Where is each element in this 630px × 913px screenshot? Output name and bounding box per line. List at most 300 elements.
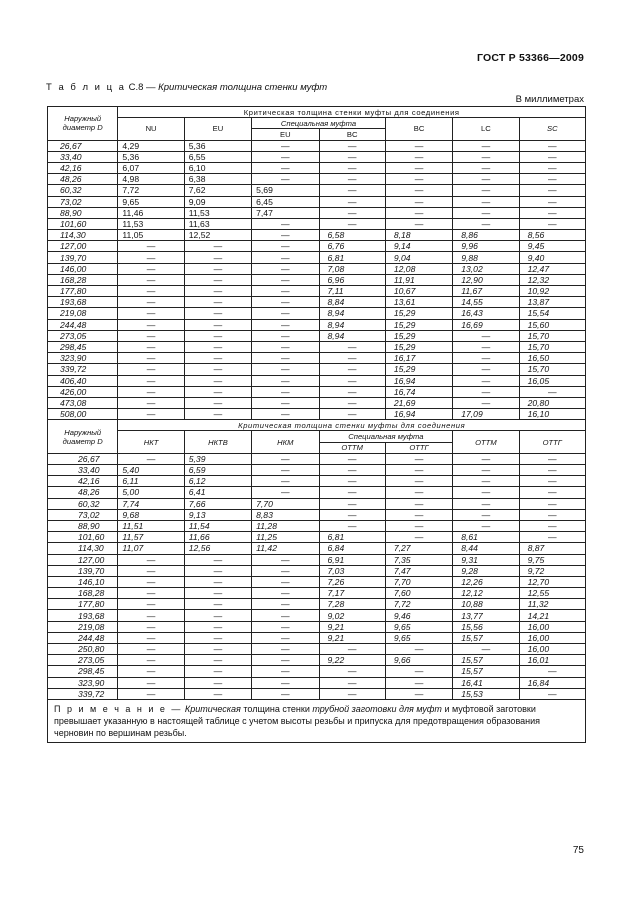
table2-value-cell: — bbox=[252, 688, 319, 699]
table1-value-cell: 16,10 bbox=[519, 409, 585, 420]
table1-diameter-cell: 127,00 bbox=[48, 241, 118, 252]
table2-value-cell: — bbox=[519, 666, 585, 677]
table1-value-cell: 6,07 bbox=[118, 162, 184, 173]
table2-value-cell: — bbox=[252, 588, 319, 599]
table1-value-cell: 16,05 bbox=[519, 375, 585, 386]
table2-value-cell: 10,88 bbox=[453, 599, 519, 610]
table1-value-cell: — bbox=[519, 196, 585, 207]
table2-col-header: ОТТМ bbox=[319, 442, 385, 453]
document-code: ГОСТ Р 53366—2009 bbox=[476, 52, 584, 64]
table1-row bbox=[48, 196, 586, 207]
table1-diameter-cell: 114,30 bbox=[48, 230, 118, 241]
table1-value-cell: — bbox=[118, 274, 184, 285]
table1-diameter-cell: 273,05 bbox=[48, 330, 118, 341]
table1-value-cell: 12,47 bbox=[519, 263, 585, 274]
table2-value-cell: 11,07 bbox=[118, 543, 184, 554]
table1-row bbox=[48, 218, 586, 229]
table2-value-cell: — bbox=[453, 644, 519, 655]
table1-diameter-cell: 406,40 bbox=[48, 375, 118, 386]
table1-value-cell: — bbox=[118, 297, 184, 308]
table1-diameter-header: Наружный диаметр D bbox=[48, 107, 118, 141]
table2-diameter-cell: 146,10 bbox=[48, 576, 118, 587]
table1-value-cell: — bbox=[184, 286, 251, 297]
table1-value-cell: 8,94 bbox=[319, 319, 385, 330]
table2-value-cell: — bbox=[385, 476, 452, 487]
table1-value-cell: 4,29 bbox=[118, 140, 184, 151]
table2-value-cell: — bbox=[319, 465, 385, 476]
table2-row bbox=[48, 666, 586, 677]
table1-value-cell: 13,87 bbox=[519, 297, 585, 308]
table2-row bbox=[48, 588, 586, 599]
table2-row bbox=[48, 465, 586, 476]
table2-value-cell: — bbox=[319, 688, 385, 699]
table2-value-cell: 6,59 bbox=[184, 465, 251, 476]
table1-diameter-cell: 88,90 bbox=[48, 207, 118, 218]
table2-row bbox=[48, 632, 586, 643]
table1-value-cell: — bbox=[252, 140, 319, 151]
table1-value-cell: — bbox=[252, 297, 319, 308]
table1-value-cell: 15,70 bbox=[519, 364, 585, 375]
table2-value-cell: 11,54 bbox=[184, 520, 251, 531]
table2-value-cell: — bbox=[252, 599, 319, 610]
table2-value-cell: — bbox=[118, 576, 184, 587]
table1-value-cell: 7,72 bbox=[118, 185, 184, 196]
table1-value-cell: 7,62 bbox=[184, 185, 251, 196]
table1-value-cell: — bbox=[184, 353, 251, 364]
table2-value-cell: — bbox=[453, 453, 519, 464]
table1-special-header: Специальная муфта bbox=[252, 118, 386, 129]
table1-value-cell: — bbox=[118, 319, 184, 330]
table2-row bbox=[48, 677, 586, 688]
table1-diameter-cell: 168,28 bbox=[48, 274, 118, 285]
table2-row bbox=[48, 565, 586, 576]
caption-title: Критическая толщина стенки муфт bbox=[158, 82, 328, 93]
table1-diameter-cell: 101,60 bbox=[48, 218, 118, 229]
table2-value-cell: — bbox=[252, 644, 319, 655]
table2-head bbox=[48, 420, 586, 454]
table2-value-cell: 7,17 bbox=[319, 588, 385, 599]
table2-value-cell: — bbox=[519, 520, 585, 531]
table1-value-cell: 9,45 bbox=[519, 241, 585, 252]
table1-header-row2 bbox=[48, 118, 586, 129]
table1-value-cell: — bbox=[252, 151, 319, 162]
table2-value-cell: — bbox=[118, 610, 184, 621]
table2-diameter-cell: 139,70 bbox=[48, 565, 118, 576]
table2-value-cell: 12,26 bbox=[453, 576, 519, 587]
table1-value-cell: 21,69 bbox=[385, 397, 452, 408]
table2-value-cell: — bbox=[252, 453, 319, 464]
table2-value-cell: — bbox=[385, 487, 452, 498]
table1-value-cell: — bbox=[184, 341, 251, 352]
table1-value-cell: 15,29 bbox=[385, 330, 452, 341]
table2-value-cell: — bbox=[118, 565, 184, 576]
table1-value-cell: — bbox=[118, 263, 184, 274]
table1-value-cell: 16,74 bbox=[385, 386, 452, 397]
table1-value-cell: — bbox=[453, 151, 519, 162]
table1-row bbox=[48, 140, 586, 151]
table2-value-cell: 15,57 bbox=[453, 655, 519, 666]
table1-value-cell: — bbox=[184, 241, 251, 252]
table2-diameter-cell: 42,16 bbox=[48, 476, 118, 487]
table1-value-cell: — bbox=[252, 286, 319, 297]
table2-value-cell: — bbox=[252, 655, 319, 666]
table1-diameter-cell: 323,90 bbox=[48, 353, 118, 364]
table1-value-cell: 6,55 bbox=[184, 151, 251, 162]
table2-value-cell: 9,72 bbox=[519, 565, 585, 576]
table1-row bbox=[48, 353, 586, 364]
table2-value-cell: 13,77 bbox=[453, 610, 519, 621]
table2-value-cell: — bbox=[118, 621, 184, 632]
table1-value-cell: — bbox=[319, 341, 385, 352]
table2-row bbox=[48, 543, 586, 554]
table2-value-cell: — bbox=[118, 655, 184, 666]
table1-value-cell: — bbox=[453, 207, 519, 218]
table2-value-cell: — bbox=[184, 576, 251, 587]
table1-diameter-cell: 473,08 bbox=[48, 397, 118, 408]
table2-value-cell: 14,21 bbox=[519, 610, 585, 621]
table1-value-cell: 12,90 bbox=[453, 274, 519, 285]
table2-value-cell: — bbox=[252, 487, 319, 498]
table2-row bbox=[48, 621, 586, 632]
table2-value-cell: 9,02 bbox=[319, 610, 385, 621]
table2-row bbox=[48, 644, 586, 655]
table1-value-cell: — bbox=[519, 218, 585, 229]
table2-value-cell: — bbox=[252, 621, 319, 632]
table1-value-cell: 8,56 bbox=[519, 230, 585, 241]
table1-value-cell: 10,92 bbox=[519, 286, 585, 297]
table1-value-cell: — bbox=[252, 162, 319, 173]
table2-diameter-cell: 88,90 bbox=[48, 520, 118, 531]
table2-value-cell: 7,66 bbox=[184, 498, 251, 509]
table2-value-cell: — bbox=[385, 509, 452, 520]
table1-diameter-cell: 244,48 bbox=[48, 319, 118, 330]
table1-value-cell: — bbox=[453, 185, 519, 196]
table1-value-cell: 16,69 bbox=[453, 319, 519, 330]
table1-row bbox=[48, 185, 586, 196]
table2-value-cell: 7,27 bbox=[385, 543, 452, 554]
table1-value-cell: 16,94 bbox=[385, 409, 452, 420]
table2-value-cell: 7,28 bbox=[319, 599, 385, 610]
table1-value-cell: — bbox=[453, 330, 519, 341]
table1-value-cell: 17,09 bbox=[453, 409, 519, 420]
table2-value-cell: — bbox=[118, 599, 184, 610]
table2-value-cell: — bbox=[118, 554, 184, 565]
table1-value-cell: — bbox=[118, 364, 184, 375]
table1-value-cell: 8,86 bbox=[453, 230, 519, 241]
table1-value-cell: — bbox=[252, 241, 319, 252]
table2-value-cell: — bbox=[184, 677, 251, 688]
table2-value-cell: — bbox=[319, 453, 385, 464]
table2-row bbox=[48, 576, 586, 587]
table2-value-cell: — bbox=[453, 476, 519, 487]
table2-value-cell: — bbox=[184, 610, 251, 621]
table1-value-cell: — bbox=[319, 151, 385, 162]
table1-value-cell: — bbox=[519, 162, 585, 173]
table1-row bbox=[48, 151, 586, 162]
table1-group-header: Критическая толщина стенки муфты для соединения bbox=[118, 107, 586, 118]
table2-diameter-cell: 298,45 bbox=[48, 666, 118, 677]
table2-value-cell: 8,61 bbox=[453, 532, 519, 543]
table2-row bbox=[48, 520, 586, 531]
table2-value-cell: — bbox=[453, 509, 519, 520]
table2-value-cell: 9,22 bbox=[319, 655, 385, 666]
table1-value-cell: — bbox=[184, 274, 251, 285]
table2-value-cell: — bbox=[519, 498, 585, 509]
table1-value-cell: — bbox=[252, 409, 319, 420]
table1-value-cell: 8,94 bbox=[319, 308, 385, 319]
table1-value-cell: — bbox=[319, 196, 385, 207]
table1-value-cell: — bbox=[118, 397, 184, 408]
table2-value-cell: 5,00 bbox=[118, 487, 184, 498]
table1-diameter-cell: 426,00 bbox=[48, 386, 118, 397]
table2-row bbox=[48, 509, 586, 520]
table2-value-cell: — bbox=[252, 476, 319, 487]
table1-row bbox=[48, 174, 586, 185]
table2-value-cell: 11,57 bbox=[118, 532, 184, 543]
table1-value-cell: 9,96 bbox=[453, 241, 519, 252]
table1-col-header: BC bbox=[385, 118, 452, 140]
table1-value-cell: 15,54 bbox=[519, 308, 585, 319]
table1-value-cell: — bbox=[118, 386, 184, 397]
table1-value-cell: — bbox=[385, 162, 452, 173]
table2-value-cell: — bbox=[519, 465, 585, 476]
table1-row bbox=[48, 230, 586, 241]
table1-value-cell: — bbox=[184, 364, 251, 375]
table1-col-header: LC bbox=[453, 118, 519, 140]
table1-value-cell: 16,43 bbox=[453, 308, 519, 319]
table1-value-cell: — bbox=[118, 286, 184, 297]
table1-value-cell: — bbox=[453, 341, 519, 352]
table1-diameter-cell: 60,32 bbox=[48, 185, 118, 196]
table1-value-cell: 15,70 bbox=[519, 330, 585, 341]
table1-row bbox=[48, 364, 586, 375]
table1-value-cell: — bbox=[118, 330, 184, 341]
table2-col-header: ОТТГ bbox=[519, 431, 585, 453]
table1-diameter-cell: 48,26 bbox=[48, 174, 118, 185]
table1-value-cell: — bbox=[184, 330, 251, 341]
table2-diameter-cell: 168,28 bbox=[48, 588, 118, 599]
table2-value-cell: — bbox=[184, 588, 251, 599]
table1-value-cell: — bbox=[519, 185, 585, 196]
table1-row bbox=[48, 308, 586, 319]
table1-diameter-cell: 73,02 bbox=[48, 196, 118, 207]
table2-value-cell: — bbox=[118, 677, 184, 688]
table2-diameter-cell: 73,02 bbox=[48, 509, 118, 520]
table1-value-cell: — bbox=[453, 353, 519, 364]
table2-value-cell: — bbox=[519, 453, 585, 464]
table2-value-cell: 11,28 bbox=[252, 520, 319, 531]
note-text-italic-2: трубной заготовки для муфт bbox=[312, 703, 442, 714]
table1-col-header: EU bbox=[252, 129, 319, 140]
table1-value-cell: — bbox=[252, 375, 319, 386]
table2-diameter-cell: 193,68 bbox=[48, 610, 118, 621]
table1-value-cell: — bbox=[453, 386, 519, 397]
table2-value-cell: 8,83 bbox=[252, 509, 319, 520]
table2-value-cell: 9,13 bbox=[184, 509, 251, 520]
table2-value-cell: — bbox=[319, 644, 385, 655]
table1-row bbox=[48, 375, 586, 386]
table1-row bbox=[48, 397, 586, 408]
table2-value-cell: 8,87 bbox=[519, 543, 585, 554]
table1-value-cell: 6,96 bbox=[319, 274, 385, 285]
table1-row bbox=[48, 409, 586, 420]
table1-diameter-cell: 298,45 bbox=[48, 341, 118, 352]
table1-diameter-cell: 42,16 bbox=[48, 162, 118, 173]
table2-value-cell: 12,12 bbox=[453, 588, 519, 599]
table2-value-cell: 9,75 bbox=[519, 554, 585, 565]
table2-diameter-cell: 114,30 bbox=[48, 543, 118, 554]
table2-value-cell: — bbox=[184, 688, 251, 699]
note-text-italic-1: Критическая bbox=[184, 703, 241, 714]
table2-special-header: Специальная муфта bbox=[319, 431, 453, 442]
table2-header-row2 bbox=[48, 431, 586, 442]
table2-value-cell: — bbox=[319, 666, 385, 677]
table1-value-cell: — bbox=[319, 218, 385, 229]
table1-value-cell: — bbox=[319, 140, 385, 151]
table2-value-cell: — bbox=[319, 498, 385, 509]
table2-value-cell: 15,57 bbox=[453, 666, 519, 677]
table1-value-cell: — bbox=[519, 140, 585, 151]
caption-label: Т а б л и ц а bbox=[46, 82, 126, 93]
table1-value-cell: 15,29 bbox=[385, 319, 452, 330]
table2-row bbox=[48, 453, 586, 464]
table1-row bbox=[48, 274, 586, 285]
table2-value-cell: 7,74 bbox=[118, 498, 184, 509]
table1-value-cell: 12,08 bbox=[385, 263, 452, 274]
table2-value-cell: — bbox=[252, 576, 319, 587]
table2-diameter-cell: 339,72 bbox=[48, 688, 118, 699]
table2-value-cell: — bbox=[385, 666, 452, 677]
table1-value-cell: 11,63 bbox=[184, 218, 251, 229]
table1-row bbox=[48, 319, 586, 330]
table1-value-cell: — bbox=[252, 174, 319, 185]
table2-value-cell: — bbox=[319, 487, 385, 498]
table2-value-cell: 9,21 bbox=[319, 632, 385, 643]
table2-value-cell: — bbox=[385, 465, 452, 476]
table2-diameter-cell: 60,32 bbox=[48, 498, 118, 509]
table2-value-cell: 16,41 bbox=[453, 677, 519, 688]
table1-value-cell: 16,17 bbox=[385, 353, 452, 364]
table1-value-cell: — bbox=[453, 196, 519, 207]
table2-value-cell: — bbox=[184, 655, 251, 666]
table2-col-header: ОТТГ bbox=[385, 442, 452, 453]
table2-value-cell: — bbox=[385, 498, 452, 509]
table1-value-cell: 15,29 bbox=[385, 341, 452, 352]
note-label: П р и м е ч а н и е — bbox=[54, 703, 183, 714]
table2-value-cell: 15,57 bbox=[453, 632, 519, 643]
table1-value-cell: — bbox=[184, 397, 251, 408]
table1-row bbox=[48, 207, 586, 218]
table2-diameter-cell: 273,05 bbox=[48, 655, 118, 666]
table2-value-cell: — bbox=[453, 498, 519, 509]
table1-value-cell: 10,67 bbox=[385, 286, 452, 297]
table2-value-cell: — bbox=[319, 520, 385, 531]
table2-row bbox=[48, 610, 586, 621]
table2-value-cell: — bbox=[184, 565, 251, 576]
table1-row bbox=[48, 263, 586, 274]
table1-value-cell: 9,14 bbox=[385, 241, 452, 252]
table2-value-cell: 12,56 bbox=[184, 543, 251, 554]
table2-value-cell: — bbox=[385, 453, 452, 464]
table1-value-cell: — bbox=[184, 319, 251, 330]
table2-value-cell: 8,44 bbox=[453, 543, 519, 554]
table1-value-cell: — bbox=[319, 353, 385, 364]
table2-value-cell: — bbox=[319, 509, 385, 520]
table2-row bbox=[48, 554, 586, 565]
table1-col-header: SC bbox=[519, 118, 585, 140]
table1-value-cell: 6,45 bbox=[252, 196, 319, 207]
table1-value-cell: 7,11 bbox=[319, 286, 385, 297]
table2-value-cell: 5,40 bbox=[118, 465, 184, 476]
table2-diameter-cell: 33,40 bbox=[48, 465, 118, 476]
table2-value-cell: — bbox=[184, 644, 251, 655]
table1-row bbox=[48, 286, 586, 297]
table2-value-cell: 11,66 bbox=[184, 532, 251, 543]
table2-diameter-cell: 127,00 bbox=[48, 554, 118, 565]
table1-value-cell: — bbox=[252, 252, 319, 263]
table1-value-cell: — bbox=[118, 308, 184, 319]
table1-row bbox=[48, 386, 586, 397]
table2-value-cell: — bbox=[184, 599, 251, 610]
table2-value-cell: 7,26 bbox=[319, 576, 385, 587]
table2-value-cell: 15,53 bbox=[453, 688, 519, 699]
table1-col-header: EU bbox=[184, 118, 251, 140]
table1-col-header: NU bbox=[118, 118, 184, 140]
table1-value-cell: — bbox=[252, 308, 319, 319]
table2-value-cell: — bbox=[118, 644, 184, 655]
table1-value-cell: 6,38 bbox=[184, 174, 251, 185]
table2-row bbox=[48, 532, 586, 543]
table1-value-cell: — bbox=[184, 386, 251, 397]
table1-value-cell: 5,36 bbox=[118, 151, 184, 162]
wall-thickness-table bbox=[47, 106, 586, 743]
table1-value-cell: — bbox=[252, 364, 319, 375]
table1-row bbox=[48, 341, 586, 352]
table1-value-cell: 8,94 bbox=[319, 330, 385, 341]
table2-value-cell: — bbox=[319, 677, 385, 688]
table1-value-cell: 5,69 bbox=[252, 185, 319, 196]
table2-value-cell: 16,00 bbox=[519, 621, 585, 632]
table1-value-cell: — bbox=[453, 218, 519, 229]
table2-value-cell: 9,66 bbox=[385, 655, 452, 666]
table1-value-cell: — bbox=[252, 386, 319, 397]
table1-value-cell: — bbox=[453, 364, 519, 375]
table1-value-cell: — bbox=[118, 341, 184, 352]
table1-value-cell: — bbox=[252, 341, 319, 352]
table1-value-cell: — bbox=[184, 308, 251, 319]
table1-value-cell: 15,70 bbox=[519, 341, 585, 352]
table1-diameter-cell: 193,68 bbox=[48, 297, 118, 308]
table1-value-cell: 9,65 bbox=[118, 196, 184, 207]
table2-row bbox=[48, 599, 586, 610]
table2-value-cell: — bbox=[184, 632, 251, 643]
table2-value-cell: 9,65 bbox=[385, 621, 452, 632]
table2-value-cell: 16,00 bbox=[519, 632, 585, 643]
table1-value-cell: — bbox=[453, 140, 519, 151]
table1-value-cell: 5,36 bbox=[184, 140, 251, 151]
table2-value-cell: 9,65 bbox=[385, 632, 452, 643]
table2-diameter-cell: 26,67 bbox=[48, 453, 118, 464]
table1-value-cell: 13,61 bbox=[385, 297, 452, 308]
table2-value-cell: — bbox=[184, 666, 251, 677]
table2-value-cell: 11,51 bbox=[118, 520, 184, 531]
caption-number: С.8 — bbox=[128, 82, 156, 93]
table2-value-cell: 11,32 bbox=[519, 599, 585, 610]
table2-value-cell: 7,70 bbox=[252, 498, 319, 509]
table1-value-cell: 9,88 bbox=[453, 252, 519, 263]
table1-value-cell: 11,67 bbox=[453, 286, 519, 297]
table1-value-cell: — bbox=[118, 241, 184, 252]
